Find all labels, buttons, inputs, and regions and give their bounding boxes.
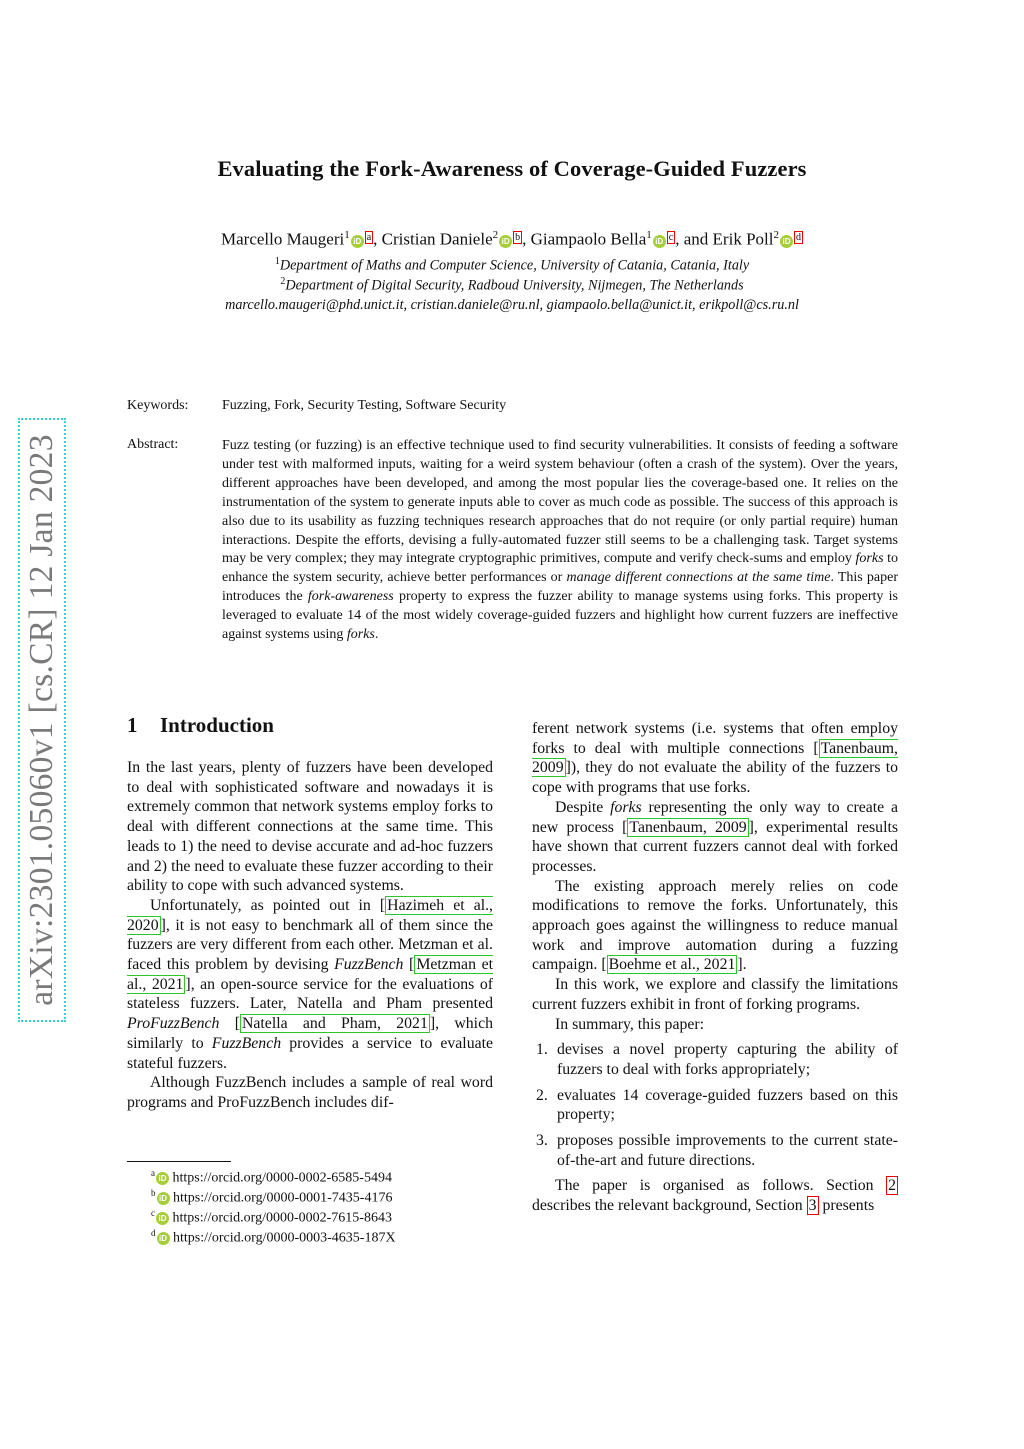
section-ref-link[interactable]: 3 [808, 1197, 817, 1215]
section-number: 1 [127, 713, 138, 737]
list-item: 1. devises a novel property capturing the ability of fuzzers to deal with forks appropriately; [536, 1041, 898, 1078]
orcid-icon[interactable]: iD [780, 235, 793, 248]
orcid-icon[interactable]: iD [499, 235, 512, 248]
orcid-url[interactable]: https://orcid.org/0000-0003-4635-187X [173, 1230, 396, 1246]
author-affil-mark: 2 [773, 229, 779, 241]
paragraph: The paper is organised as follows. Section 2 describes the relevant background, Section 3 presents [532, 1177, 896, 1215]
paragraph: Although FuzzBench includes a sample of real word programs and ProFuzzBench includes dif- [127, 1074, 493, 1111]
paragraph: Despite forks representing the only way to create a new process [ Tanenbaum, 2009 ], experimental results have shown that current fuzzers cannot deal with forked processes. [532, 798, 898, 875]
list-item: 2. evaluates 14 coverage-guided fuzzers based on this property; [536, 1086, 898, 1124]
orcid-icon[interactable]: iD [653, 235, 666, 248]
abstract-text: Fuzz testing (or fuzzing) is an effective technique used to find security vulnerabilities. It consists of feeding a software under test with malformed inputs, waiting for a weird system behaviour (often a crash of the system). Over the years, different approaches have been developed, and among the most popular lies the coverage-based one. It relies on the instrumentation of the system to generate inputs able to cover as much code as possible. The success of this approach is also due to its usability as fuzzing techniques research approaches that do not require (or only partial require) human interactions. Despite the efforts, devising a fully-automated fuzzer still seems to be a challenging task. Target systems may be very complex; they may integrate cryptographic primitives, compute and verify check-sums and employ forks to enhance the system security, achieve better performances or manage different connections at the same time. This paper introduces the fork-awareness property to express the fuzzer ability to manage systems using forks. This property is leveraged to evaluate 14 of the most widely coverage-guided fuzzers and highlight how current fuzzers are ineffective against systems using forks. [222, 438, 898, 643]
affil-text: Department of Maths and Computer Science, University of Catania, Catania, Italy [279, 257, 750, 274]
author-name: Marcello Maugeri [221, 229, 345, 249]
affil-number: 1 [274, 256, 280, 267]
list-item: 3. proposes possible improvements to the current state-of-the-art and future directions. [536, 1132, 898, 1169]
citation-link[interactable]: Metzman et al., 2021 [127, 956, 493, 993]
footnote-link[interactable]: a [366, 231, 372, 243]
contribution-list [532, 1040, 898, 1170]
paragraph: In the last years, plenty of fuzzers have been developed to deal with sophisticated software and nowadays it is extremely common that network systems employ forks to deal with different connections at the same time. This leads to 1) the need to devise accurate and ad-hoc fuzzers and 2) the need to evaluate these fuzzer according to their ability to cope with such advanced systems. [127, 759, 493, 895]
citation-link[interactable]: Tanenbaum, 2009 [629, 818, 747, 836]
author-separator: , and [675, 229, 713, 249]
footnote: $^c$iD https://orcid.org/0000-0002-7615-8643 [151, 1208, 392, 1226]
footnote-link[interactable]: b [515, 231, 521, 243]
footnote-link[interactable]: c [668, 231, 674, 243]
author-separator: , [373, 229, 382, 249]
orcid-url[interactable]: https://orcid.org/0000-0002-7615-8643 [172, 1210, 392, 1226]
author-name: Cristian Daniele [381, 229, 493, 249]
section-ref-link[interactable]: 2 [888, 1177, 896, 1195]
keywords-text: Fuzzing, Fork, Security Testing, Software Security [222, 398, 507, 413]
orcid-icon: iD [157, 1192, 170, 1205]
footnote: $^b$iD https://orcid.org/0000-0001-7435-4176 [151, 1188, 393, 1206]
author-affil-mark: 1 [646, 229, 652, 241]
footnote-link[interactable]: d [795, 231, 801, 243]
abstract-label: Abstract: [127, 437, 179, 452]
orcid-icon: iD [156, 1172, 169, 1185]
author-affil-mark: 2 [492, 229, 499, 241]
section-title: Introduction [160, 713, 274, 737]
citation-link[interactable]: Boehme et al., 2021 [608, 956, 736, 974]
keywords-label: Keywords: [127, 398, 189, 413]
paragraph: In this work, we explore and classify the limitations current fuzzers exhibit in front of forking programs. [532, 976, 898, 1013]
arxiv-stamp[interactable] [18, 418, 66, 1022]
orcid-icon: iD [157, 1232, 170, 1245]
arxiv-id[interactable]: arXiv:2301.05060v1 [cs.CR] 12 Jan 2023 [23, 434, 60, 1006]
author-affil-mark: 1 [344, 229, 350, 241]
author-list [0, 229, 1024, 250]
section-heading [127, 713, 274, 738]
affil-number: 2 [280, 276, 286, 287]
citation-link[interactable]: Tanenbaum, 2009 [532, 739, 898, 777]
right-column [532, 719, 898, 1216]
orcid-icon: iD [156, 1212, 169, 1225]
footnote: $^a$iD https://orcid.org/0000-0002-6585-5494 [151, 1168, 392, 1186]
citation-link[interactable]: Hazimeh et al., 2020 [127, 896, 494, 934]
citation-link[interactable]: Natella and Pham, 2021 [242, 1015, 428, 1033]
affiliation-1 [0, 256, 1024, 275]
author-name: Giampaolo Bella [530, 229, 647, 249]
affiliation-2 [0, 276, 1024, 295]
author-name: Erik Poll [712, 229, 774, 249]
affil-text: Department of Digital Security, Radboud University, Nijmegen, The Netherlands [285, 277, 744, 294]
left-column [127, 758, 493, 1113]
paragraph: In summary, this paper: [555, 1015, 705, 1033]
orcid-icon[interactable]: iD [351, 235, 364, 248]
footnote: $^d$iD https://orcid.org/0000-0003-4635-187X [151, 1228, 396, 1246]
paragraph: ferent network systems (i.e. systems that often employ forks to deal with multiple connections [ Tanenbaum, 2009 ]), they do not evaluate the ability of the fuzzers to cope with programs that use forks. [532, 720, 898, 797]
author-emails: marcello.maugeri@phd.unict.it, cristian.daniele@ru.nl, giampaolo.bella@unict.it, erikpoll@cs.ru.nl [225, 297, 799, 313]
orcid-url[interactable]: https://orcid.org/0000-0002-6585-5494 [172, 1170, 392, 1186]
author-separator: , [522, 229, 531, 249]
paper-title: Evaluating the Fork-Awareness of Coverage-Guided Fuzzers [217, 156, 807, 181]
paragraph: Unfortunately, as pointed out in [ Hazimeh et al., 2020 ], it is not easy to benchmark all of them since the fuzzers are very different from each other. Metzman et al. faced this problem by devising FuzzBench [ Metzman et al., 2021 ], an open-source service for the evaluations of stateless fuzzers. Later, Natella and Pham presented ProFuzzBench [ Natella and Pham, 2021 ], which similarly to FuzzBench provides a service to evaluate stateful fuzzers. [127, 896, 494, 1072]
footnote-rule [127, 1161, 231, 1162]
paragraph: The existing approach merely relies on code modifications to remove the forks. Unfortunately, this approach goes against the willingness to reduce manual work and improve automation during a fuzzing campaign. [ Boehme et al., 2021 ]. [532, 877, 898, 974]
orcid-url[interactable]: https://orcid.org/0000-0001-7435-4176 [173, 1190, 393, 1206]
